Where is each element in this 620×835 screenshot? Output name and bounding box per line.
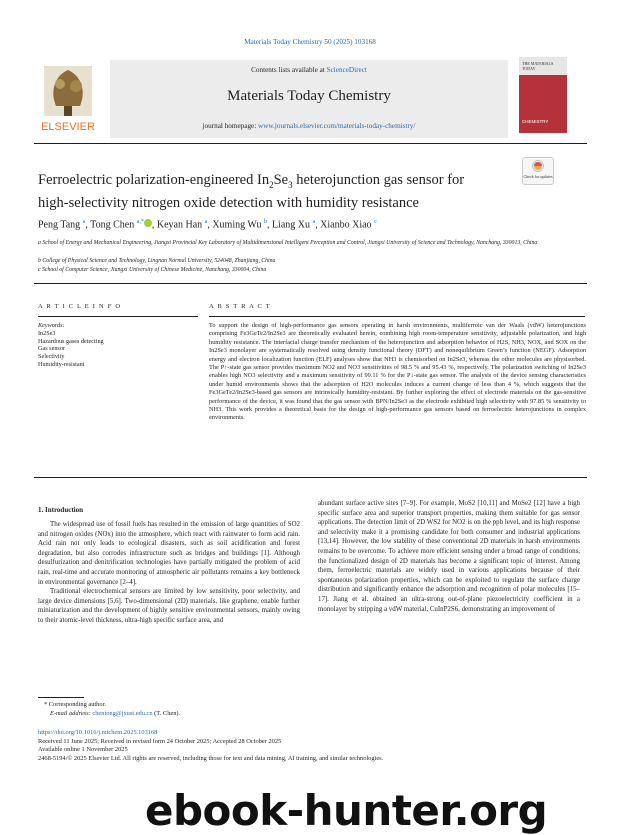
watermark-text: ebook-hunter.org [145, 786, 548, 835]
cover-label: CHEMISTRY [522, 119, 549, 124]
keywords-block [38, 322, 104, 369]
body-paragraph: abundant surface active sites [7–9]. For example, MoS2 [10,11] and MoSe2 [12] have a high specific surface area and superior transport properties, making them suitable for gas sensor applications. The detection limit of 2D WS2 for NO2 is on the ppb level, and its high response and selectivity make it a promising candidate for both consumer and industrial applications [13,14]. However, the low stability of these conventional 2D materials in harsh environments remains to be overcome. To achieve more efficient sensing under a broad range of conditions, the functionalized design of 2D materials has become a significant topic of interest. Among them, ferroelectric materials are widely used in various applications because of their spontaneous polarization properties, which can be exploited to regulate the surface charge distribution and significantly enhance the adsorption and recognition of polar molecules [15–17]. Jiang et al. obtained an ultra-strong out-of-plane piezoelectricity coefficient in a monolayer by stripping a vdW material, CuInP2S6, demonstrating an improvement of [318, 500, 580, 613]
homepage-link[interactable]: www.journals.elsevier.com/materials-today-chemistry/ [258, 122, 416, 130]
journal-citation[interactable]: Materials Today Chemistry 50 (2025) 103168 [244, 38, 376, 46]
author[interactable]: Liang Xu [271, 219, 310, 231]
keyword: Selectivity [38, 353, 65, 361]
journal-title: Materials Today Chemistry [227, 88, 391, 104]
affiliation: b College of Physical Science and Technology, Lingnan Normal University, 524048, Zhanjiang, China [38, 258, 276, 264]
publisher-name: ELSEVIER [41, 121, 95, 133]
left-column [38, 520, 300, 626]
author[interactable]: Tong Chen [90, 219, 135, 231]
cover-text: THE MATERIALS TODAY [522, 61, 554, 71]
author-list: Peng Tang $^a$, Tong Chen $^{a,*}$ , Keyan Han $^a$, Xuming Wu $^b$, Liang Xu $^a$, Xianbo Xiao $^c$ [38, 219, 377, 231]
section-rule [34, 283, 587, 284]
author[interactable]: Peng Tang [38, 219, 81, 231]
article-title: Ferroelectric polarization-engineered $In_2Se_3$ heterojunction gas sensor for high-selectivity nitrogen oxide detection with humidity resistance [38, 172, 465, 211]
journal-cover[interactable] [519, 57, 567, 133]
article-info-heading: A R T I C L E I N F O [38, 303, 122, 310]
section-heading: 1. Introduction [38, 506, 83, 514]
abstract-heading: A B S T R A C T [209, 303, 271, 310]
body-paragraph: The widespread use of fossil fuels has resulted in the emission of large quantities of SO2 and nitrogen oxides (NOx) into the atmosphere, which react with rainwater to form acid rain. Acid rain not only leads to ecological disasters, such as soil acidification and forest degradation, but also corrodes infrastructure such as bridges and buildings [1]. Although desulfurization and denitrification technologies have partially mitigated the problem of acid rain, real-time and accurate monitoring of atmospheric air pollutants remains a key bottleneck in environmental governance [2–4]. [38, 521, 300, 586]
affiliation: c School of Computer Science, Jiangxi University of Chinese Medicine, Nanchang, 330004, China [38, 267, 267, 273]
contents-line: Contents lists available at ScienceDirect [251, 66, 367, 74]
abstract-end-rule [34, 477, 587, 478]
orcid-icon[interactable] [144, 219, 152, 227]
keyword: Gas sensor [38, 345, 65, 353]
doi-link[interactable]: https://doi.org/10.1016/j.mtchem.2025.103168 [38, 729, 158, 736]
keyword: In2Se3 [38, 329, 56, 337]
author[interactable]: Xianbo Xiao [320, 219, 372, 231]
keyword: Humidity-resistant [38, 360, 85, 368]
journal-header [110, 60, 508, 138]
keyword: Hazardous gases detecting [38, 337, 104, 345]
abstract-rule [209, 316, 585, 317]
homepage-line: journal homepage: www.journals.elsevier.com/materials-today-chemistry/ [202, 122, 416, 130]
email-link[interactable]: chentong@jxust.edu.cn [92, 710, 153, 717]
affiliation: a School of Energy and Mechanical Engineering, Jiangxi Provincial Key Laboratory of Multidimensional Intelligent Perception and Control, Jiangxi University of Science and Technology, Nanchang, 330013, China [38, 240, 538, 246]
sciencedirect-link[interactable]: ScienceDirect [326, 66, 367, 74]
right-column [318, 499, 580, 614]
keywords-label: Keywords: [38, 322, 65, 329]
corresponding-note: * Corresponding author. [44, 701, 106, 708]
abstract-text: To support the design of high-performance gas sensors operating in harsh environments, multiferroic van der Waals (vdW) heterojunctions comprising Fe3GeTe2/In2Se3 are theoretically evaluated herein, combining high room-temperature sensitivity, adjustable polarization, and high humidity resistance. The interfacial charge transfer mechanism of the heterojunction and adsorption behavior of H2S, NH3, NOX, and SOX on the In2Se3 monolayer are systematically resolved using density functional theory (DFT) and nonequilibrium Green’s function (NEGF). Adsorption energy and electron localization function (ELF) analyses show that NH3 is chemisorbed on In2Se3, whereas the other molecules are physisorbed. The P↑-state gas sensor provides maximum NO2 and NO3 sensitivities of 98.5 % and 95.43 %, respectively. The polarization switching of In2Se3 enables high NO3 selectivity and a maximum sensitivity of 99.11 % for the P↓-state gas sensor. The analysis of the device sensing characteristics under humid environments shows that the adsorption of H2O molecules induces a current change of less than 4 %, which suggests that the Fe3GeTe2/In2Se3-based gas sensors are intrinsically humidity-resistant. By further exploring the effect of electrode materials on the gas-sensitive performance of the device, it was found that the gas sensor with BPN/In2Se3 as the electrode exhibited high selectivity with 97.85 % sensitivity to NH3. This work provides a theoretical basis for the design of high-performance gas sensors based on ferroelectric heterojunctions in complex environments. [209, 322, 586, 422]
email-line: E-mail address: chentong@jxust.edu.cn (T. Chen). [50, 710, 181, 717]
header-rule [34, 143, 587, 144]
author[interactable]: Xuming Wu [212, 219, 262, 231]
elsevier-logo [34, 62, 102, 134]
check-updates-badge[interactable] [522, 157, 554, 185]
check-updates-label: Check for updates [523, 174, 553, 179]
copyright-line: 2468-5194/© 2025 Elsevier Ltd. All rights are reserved, including those for text and data mining, AI training, and similar technologies. [38, 755, 384, 762]
info-rule [38, 316, 198, 317]
footnote-rule [38, 697, 84, 698]
author[interactable]: Keyan Han [156, 219, 203, 231]
check-updates-icon [532, 160, 544, 172]
online-date: Available online 1 November 2025 [38, 746, 128, 753]
body-paragraph: Traditional electrochemical sensors are limited by low sensitivity, poor selectivity, and large device dimensions [5,6]. Two-dimensional (2D) materials, like graphene, enable further miniaturization and the development of highly sensitive environmental sensors, mainly owing to their atomic-level thickness, ultra-high specific surface area, and [38, 588, 300, 624]
received-dates: Received 11 June 2025; Received in revised form 24 October 2025; Accepted 28 October 2025 [38, 738, 282, 745]
